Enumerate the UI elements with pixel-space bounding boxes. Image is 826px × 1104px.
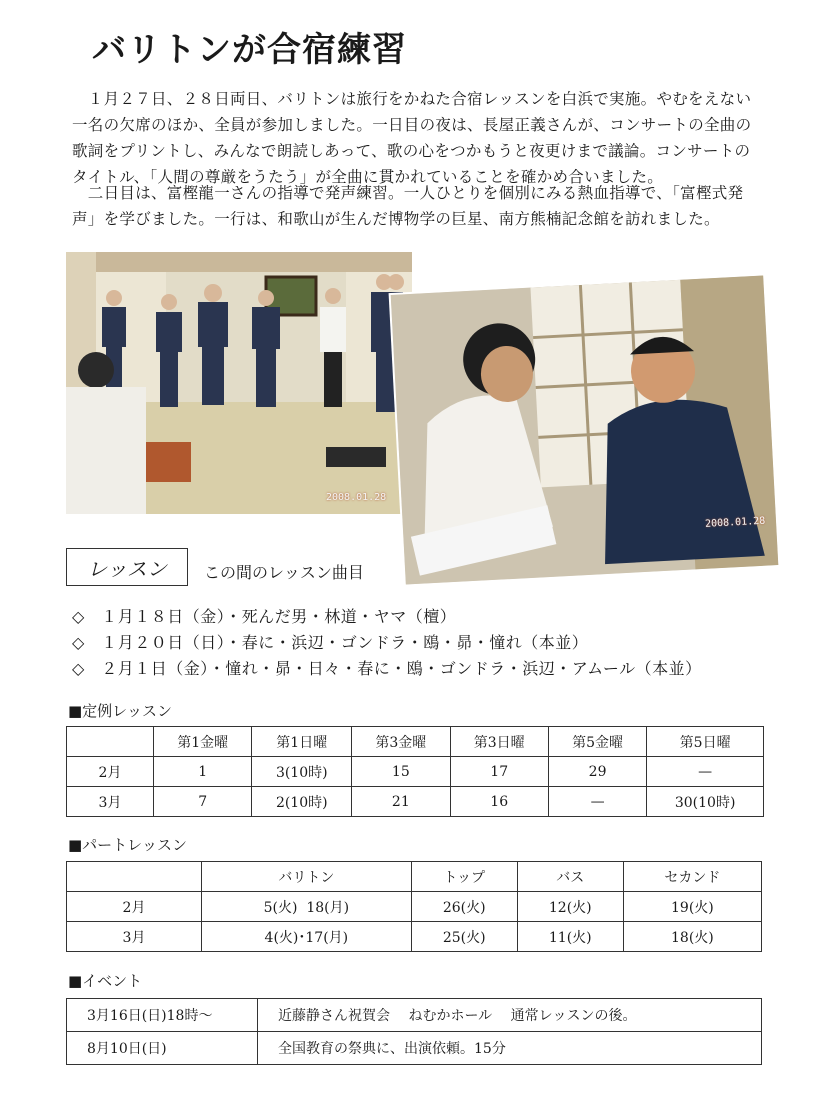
- lesson-label-box: レッスン: [66, 548, 188, 586]
- table-cell: 2月: [67, 757, 154, 787]
- table-header-row: [67, 862, 762, 892]
- table-cell: —: [548, 787, 646, 817]
- table-cell: 1: [154, 757, 252, 787]
- table-header-cell: [67, 727, 154, 757]
- list-item: ◇ １月１８日（金）・死んだ男・林道・ヤマ（檀）: [72, 607, 457, 626]
- table-cell: 30(10時): [647, 787, 764, 817]
- table-cell: 18(火): [623, 922, 761, 952]
- group-rehearsal-illustration: [66, 252, 412, 514]
- table-header-cell: 第5日曜: [647, 727, 764, 757]
- table-header-cell: [67, 862, 202, 892]
- table-cell: 19(火): [623, 892, 761, 922]
- table-cell: 7: [154, 787, 252, 817]
- lesson-caption: この間のレッスン曲目: [204, 563, 364, 582]
- table-header-cell: バス: [517, 862, 623, 892]
- table-header-row: [67, 727, 764, 757]
- table-cell: 2月: [67, 892, 202, 922]
- table-cell: 4(火)･17(月): [202, 922, 412, 952]
- table-row: [67, 757, 764, 787]
- paragraph-1: １月２７日、２８日両日、バリトンは旅行をかねた合宿レッスンを白浜で実施。やむをえない一名の欠席のほか、全員が参加しました。一日目の夜は、長屋正義さんが、コンサートの全曲の歌詞をプリントし、みんなで朗読しあって、歌の心をつかもうと夜更けまで議論。コンサートのタイトル、「人間の尊厳をうたう」が全曲に貫かれていることを確かめ合いました。: [72, 90, 752, 186]
- table-cell: 2(10時): [252, 787, 352, 817]
- table-row: [67, 922, 762, 952]
- table-header-cell: 第3日曜: [450, 727, 548, 757]
- table-row: [67, 999, 762, 1032]
- table-header-cell: 第1金曜: [154, 727, 252, 757]
- lesson-song-list: [72, 604, 702, 682]
- table-cell: 21: [352, 787, 450, 817]
- table-cell: 近藤静さん祝賀会 ねむかホール 通常レッスンの後。: [258, 999, 762, 1032]
- table-header-cell: トップ: [411, 862, 517, 892]
- table-header-cell: 第5金曜: [548, 727, 646, 757]
- table-cell: 26(火): [411, 892, 517, 922]
- table-cell: 11(火): [517, 922, 623, 952]
- table-cell: 全国教育の祭典に、出演依頼。15分: [258, 1032, 762, 1065]
- photo-date-stamp: 2008.01.28: [704, 515, 766, 530]
- voice-coaching-illustration: [391, 275, 779, 584]
- article-title: バリトンが合宿練習: [92, 30, 407, 70]
- part-lesson-heading: ■パートレッスン: [68, 836, 188, 854]
- table-cell: 25(火): [411, 922, 517, 952]
- table-cell: 15: [352, 757, 450, 787]
- table-row: [67, 1032, 762, 1065]
- table-row: [67, 787, 764, 817]
- table-cell: 3月: [67, 787, 154, 817]
- event-table: [66, 998, 762, 1065]
- table-cell: —: [647, 757, 764, 787]
- voice-coaching-photo: [391, 275, 779, 584]
- table-header-cell: 第3金曜: [352, 727, 450, 757]
- table-cell: 17: [450, 757, 548, 787]
- event-heading: ■イベント: [68, 972, 143, 990]
- group-rehearsal-photo: [66, 252, 412, 514]
- table-header-cell: セカンド: [623, 862, 761, 892]
- table-cell: 12(火): [517, 892, 623, 922]
- table-cell: 8月10日(日): [67, 1032, 258, 1065]
- regular-lesson-heading: ■定例レッスン: [68, 702, 173, 720]
- list-item: ◇ １月２０日（日）・春に・浜辺・ゴンドラ・鴎・昴・憧れ（本並）: [72, 633, 589, 652]
- list-item: ◇ ２月１日（金）・憧れ・昴・日々・春に・鴎・ゴンドラ・浜辺・アムール（本並）: [72, 659, 702, 678]
- table-cell: 3月16日(日)18時～: [67, 999, 258, 1032]
- table-cell: 3月: [67, 922, 202, 952]
- table-row: [67, 892, 762, 922]
- table-cell: 16: [450, 787, 548, 817]
- regular-lesson-table: [66, 726, 764, 817]
- table-header-cell: バリトン: [202, 862, 412, 892]
- table-cell: 3(10時): [252, 757, 352, 787]
- table-cell: 5(火) 18(月): [202, 892, 412, 922]
- part-lesson-table: [66, 861, 762, 952]
- paragraph-2: 二日目は、富樫龍一さんの指導で発声練習。一人ひとりを個別にみる熱血指導で、「富樫式発声」を学びました。一行は、和歌山が生んだ博物学の巨星、南方熊楠記念館を訪れました。: [72, 184, 744, 228]
- table-header-cell: 第1日曜: [252, 727, 352, 757]
- photo-date-stamp: 2008.01.28: [326, 492, 387, 503]
- table-cell: 29: [548, 757, 646, 787]
